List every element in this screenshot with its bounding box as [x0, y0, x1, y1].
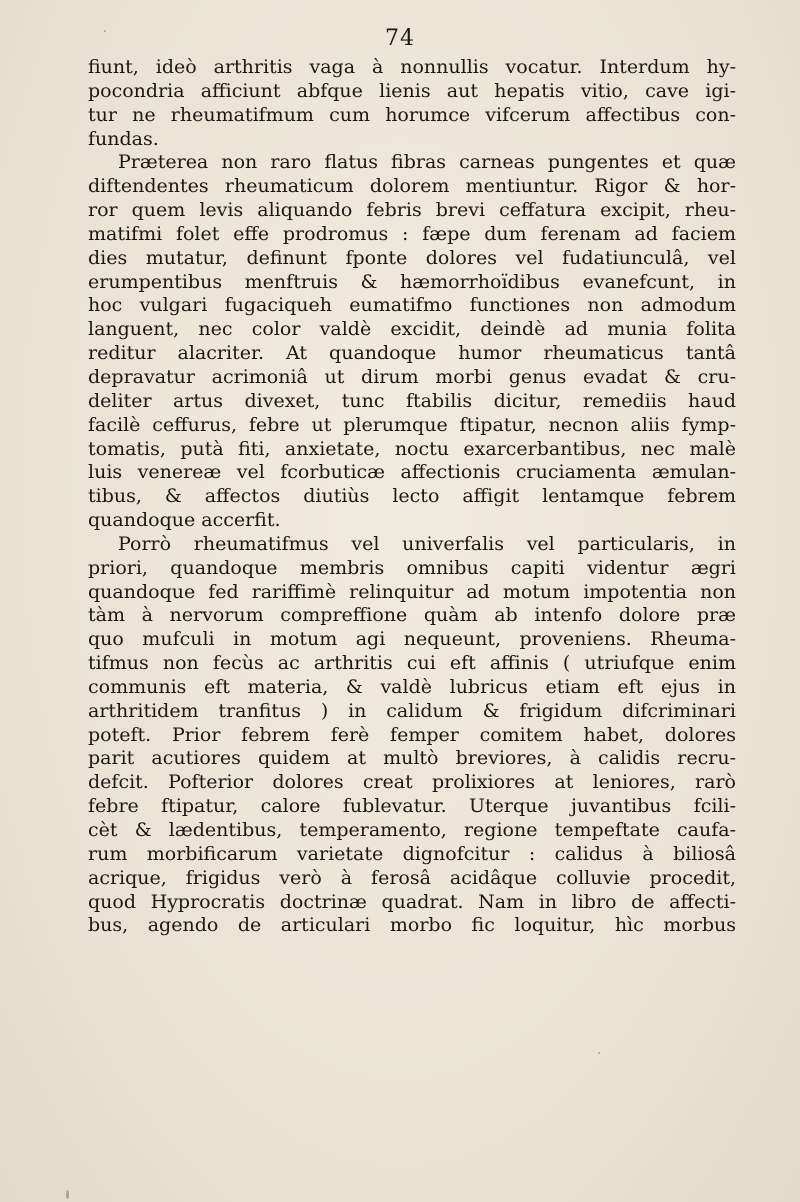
text-line: matifmi folet effe prodromus : fæpe dum ferenam ad faciem — [88, 222, 736, 245]
text-line: quod Hyprocratis doctrinæ quadrat. Nam in libro de affecti- — [88, 890, 736, 913]
page-number: 74 — [385, 26, 415, 51]
text-line: quandoque fed rariffimè relinquitur ad motum impotentia non — [88, 580, 736, 603]
text-line: reditur alacriter. At quandoque humor rheumaticus tantâ — [88, 342, 736, 365]
text-line: luis venereæ vel fcorbuticæ affectionis cruciamenta æmulan- — [88, 461, 736, 484]
text-line: pocondria afficiunt abfque lienis aut hepatis vitio, cave igi- — [88, 79, 736, 102]
text-line: bus, agendo de articulari morbo fic loquitur, hìc morbus — [88, 914, 736, 937]
text-line: arthritidem tranfitus ) in calidum & frigidum difcriminari — [88, 699, 736, 722]
text-line: diftendentes rheumaticum dolorem mentiuntur. Rigor & hor- — [88, 175, 736, 198]
text-line: dies mutatur, definunt fponte dolores vel fudatiunculâ, vel — [88, 246, 736, 269]
text-line: tomatis, putà fiti, anxietate, noctu exarcerbantibus, nec malè — [88, 437, 736, 460]
text-line: erumpentibus menftruis & hæmorrhoïdibus evanefcunt, in — [88, 270, 736, 293]
text-line: parit acutiores quidem at multò breviores, à calidis recru- — [88, 747, 736, 770]
text-line: febre ftipatur, calore fublevatur. Uterque juvantibus fcili- — [88, 795, 736, 818]
paper-speck — [104, 30, 106, 32]
text-line: languent, nec color valdè excidit, deindè ad munia folita — [88, 318, 736, 341]
text-line: tifmus non fecùs ac arthritis cui eft affinis ( utriufque enim — [88, 652, 736, 675]
text-line: depravatur acrimoniâ ut dirum morbi genus evadat & cru- — [88, 365, 736, 388]
text-line: ror quem levis aliquando febris brevi ceffatura excipit, rheu- — [88, 199, 736, 222]
text-line: Porrò rheumatifmus vel univerfalis vel particularis, in — [118, 532, 736, 555]
text-line: tibus, & affectos diutiùs lecto affigit lentamque febrem — [88, 485, 736, 508]
text-line: quo mufculi in motum agi nequeunt, proveniens. Rheuma- — [88, 628, 736, 651]
text-line: poteft. Prior febrem ferè femper comitem habet, dolores — [88, 723, 736, 746]
text-line: priori, quandoque membris omnibus capiti videntur ægri — [88, 556, 736, 579]
text-line: acrique, frigidus verò à ferosâ acidâque colluvie procedit, — [88, 866, 736, 889]
text-line: cèt & lædentibus, temperamento, regione tempeftate caufa- — [88, 819, 736, 841]
paper-speck — [598, 1052, 600, 1054]
text-line: tur ne rheumatifmum cum horumce vifcerum affectibus con- — [88, 103, 736, 126]
body-text — [88, 56, 736, 938]
text-line: quandoque accerfit. — [88, 509, 281, 532]
text-line: fundas. — [88, 127, 159, 150]
paper-speck — [66, 1190, 69, 1199]
text-line: fiunt, ideò arthritis vaga à nonnullis vocatur. Interdum hy- — [88, 56, 736, 78]
text-line: tàm à nervorum compreffione quàm ab intenfo dolore præ — [88, 604, 736, 627]
text-line: Præterea non raro flatus fibras carneas pungentes et quæ — [118, 151, 736, 174]
text-line: facilè ceffurus, febre ut plerumque ftipatur, necnon aliis fymp- — [88, 413, 736, 436]
text-line: defcit. Pofterior dolores creat prolixiores at leniores, rarò — [88, 771, 736, 794]
text-line: rum morbificarum varietate dignofcitur : calidus à biliosâ — [88, 842, 736, 865]
text-line: deliter artus divexet, tunc ftabilis dicitur, remediis haud — [88, 389, 736, 412]
text-line: hoc vulgari fugaciqueh eumatifmo functiones non admodum — [88, 294, 736, 317]
text-line: communis eft materia, & valdè lubricus etiam eft ejus in — [88, 675, 736, 698]
